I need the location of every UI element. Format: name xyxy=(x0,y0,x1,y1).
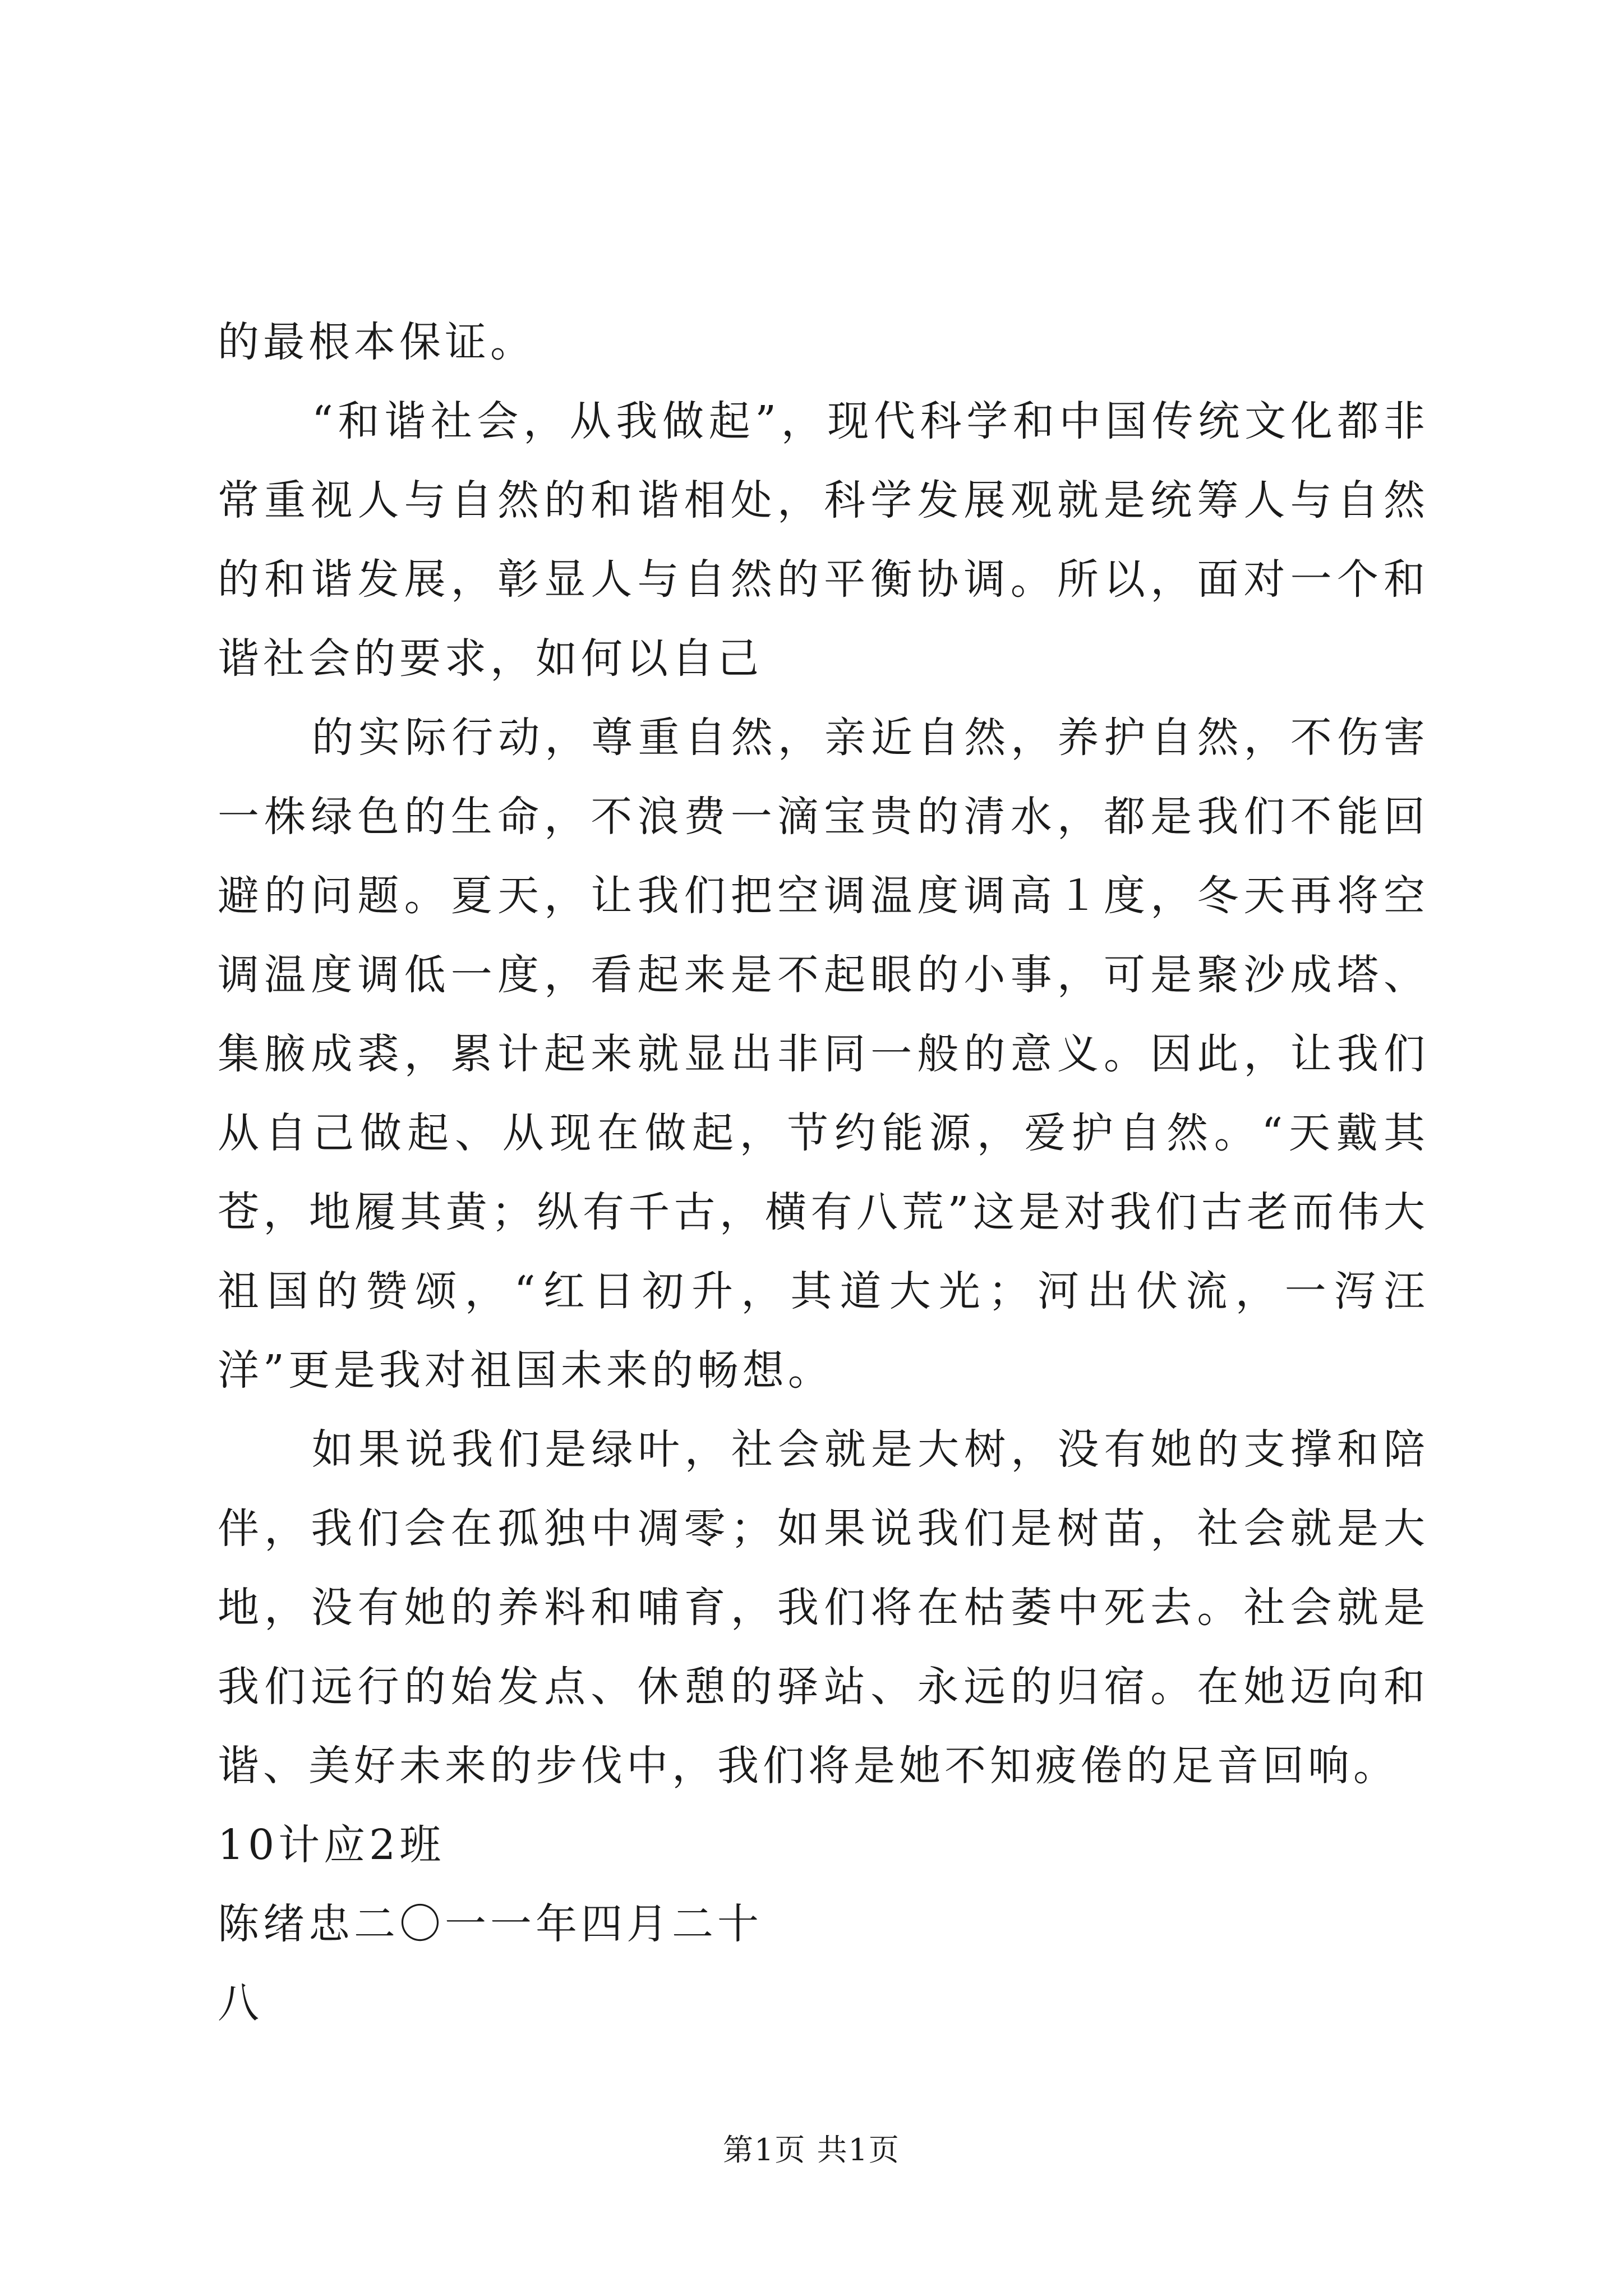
page-footer: 第1页 共1页 xyxy=(723,2132,900,2168)
paragraph-4: 如果说我们是绿叶，社会就是大树，没有她的支撑和陪伴，我们会在孤独中凋零；如果说我们是树苗，社会就是大地，没有她的养料和哺育，我们将在枯萎中死去。社会就是我们远行的始发点、休憩的驿站、永远的归宿。在她迈向和谐、美好未来的步伐中，我们将是她不知疲倦的足音回响。 xyxy=(218,1425,1429,1790)
signature-date-tail: 八 xyxy=(218,1979,263,2027)
document-body xyxy=(218,303,1429,2043)
paragraph-1: 的最根本保证。 xyxy=(218,318,536,366)
signature-class: 10计应2班 xyxy=(218,1821,445,1869)
signature-author-date: 陈绪忠二〇一一年四月二十 xyxy=(218,1900,763,1948)
paragraph-2: “和谐社会，从我做起”，现代科学和中国传统文化都非常重视人与自然的和谐相处，科学发展观就是统筹人与自然的和谐发展，彰显人与自然的平衡协调。所以，面对一个和谐社会的要求，如何以自己 xyxy=(218,397,1429,683)
paragraph-3: 的实际行动，尊重自然，亲近自然，养护自然，不伤害一株绿色的生命，不浪费一滴宝贵的清水，都是我们不能回避的问题。夏天，让我们把空调温度调高１度，冬天再将空调温度调低一度，看起来是不起眼的小事，可是聚沙成塔、集腋成裘，累计起来就显出非同一般的意义。因此，让我们从自己做起、从现在做起，节约能源，爱护自然。“天戴其苍，地履其黄；纵有千古，横有八荒”这是对我们古老而伟大祖国的赞颂，“红日初升，其道大光；河出伏流，一泻汪洋”更是我对祖国未来的畅想。 xyxy=(218,714,1429,1395)
